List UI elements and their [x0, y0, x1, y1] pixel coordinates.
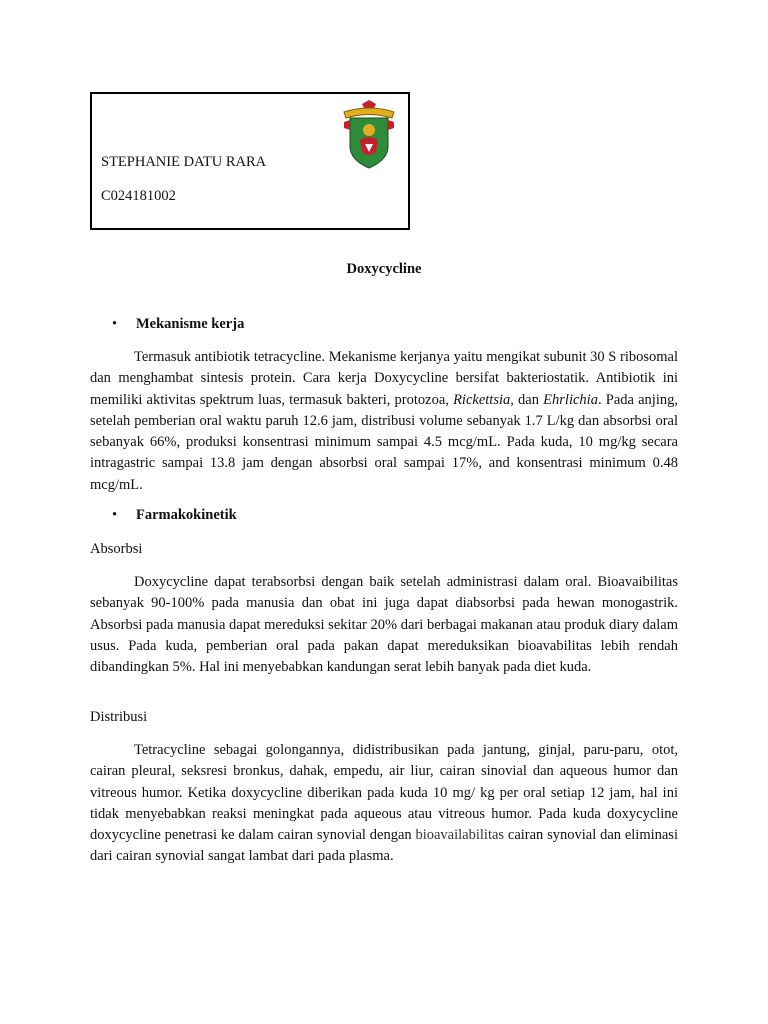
paragraph-distribusi: Tetracycline sebagai golongannya, didistribusikan pada jantung, ginjal, paru-paru, otot, cairan pleural, seksresi bronkus, dahak, empedu, air liur, cairan sinovial dan aqueous humor dan vitreous humor. Ketika doxycycline diberikan pada kuda 10 mg/ kg per oral setiap 12 jam, hal ini tidak menyebabkan reaksi meningkat pada aqueous atau vitreous humor. Pada kuda doxycycline doxycycline penetrasi ke dalam cairan synovial dengan bioavailabilitas cairan synovial dan eliminasi dari cairan synovial sangat lambat dari pada plasma. — [90, 742, 678, 865]
student-id-box — [90, 92, 410, 230]
section-heading-label: Farmakokinetik — [136, 507, 237, 523]
section-heading-farmakokinetik — [112, 507, 237, 524]
page-title: Doxycycline — [346, 261, 422, 277]
paragraph-absorbsi: Doxycycline dapat terabsorbsi dengan baik setelah administrasi dalam oral. Bioavaibilitas sebanyak 90-100% pada manusia dan obat ini juga dapat diabsorbsi pada hewan monogastrik. Absorbsi pada manusia dapat mereduksi sekitar 20% dari berbagai makanan atau produk diary dalam usus. Pada kuda, pemberian oral pada pakan dapat mereduksikan bioavabilitas lebih rendah dibandingkan 5%. Hal ini menyebabkan kandungan serat lebih banyak pada diet kuda. — [90, 574, 678, 676]
section-heading-mekanisme — [112, 316, 244, 333]
subheading-distribusi: Distribusi — [90, 709, 148, 725]
student-name: STEPHANIE DATU RARA — [101, 154, 267, 170]
student-id-number: C024181002 — [101, 188, 176, 204]
university-crest-icon — [340, 100, 398, 170]
section-heading-label: Mekanisme kerja — [136, 316, 245, 332]
bullet-icon: • — [112, 316, 118, 332]
subheading-absorbsi: Absorbsi — [90, 541, 143, 557]
bullet-icon: • — [112, 507, 118, 523]
paragraph-mekanisme: Termasuk antibiotik tetracycline. Mekanisme kerjanya yaitu mengikat subunit 30 S ribosomal dan menghambat sintesis protein. Cara kerja Doxycycline bersifat bakteriostatik. Antibiotik ini memiliki aktivitas spektrum luas, termasuk bakteri, protozoa, Rickettsia, dan Ehrlichia. Pada anjing, setelah pemberian oral waktu paruh 12.6 jam, distribusi volume sebanyak 1.7 L/kg dan absorbsi oral sebanyak 66%, produksi konsentrasi minimum sampai 4.5 mcg/mL. Pada kuda, 10 mg/kg secara intragastric sampai 13.8 jam dengan absorbsi oral sampai 17%, and konsentrasi minimum 0.48 mcg/mL. — [90, 349, 678, 493]
